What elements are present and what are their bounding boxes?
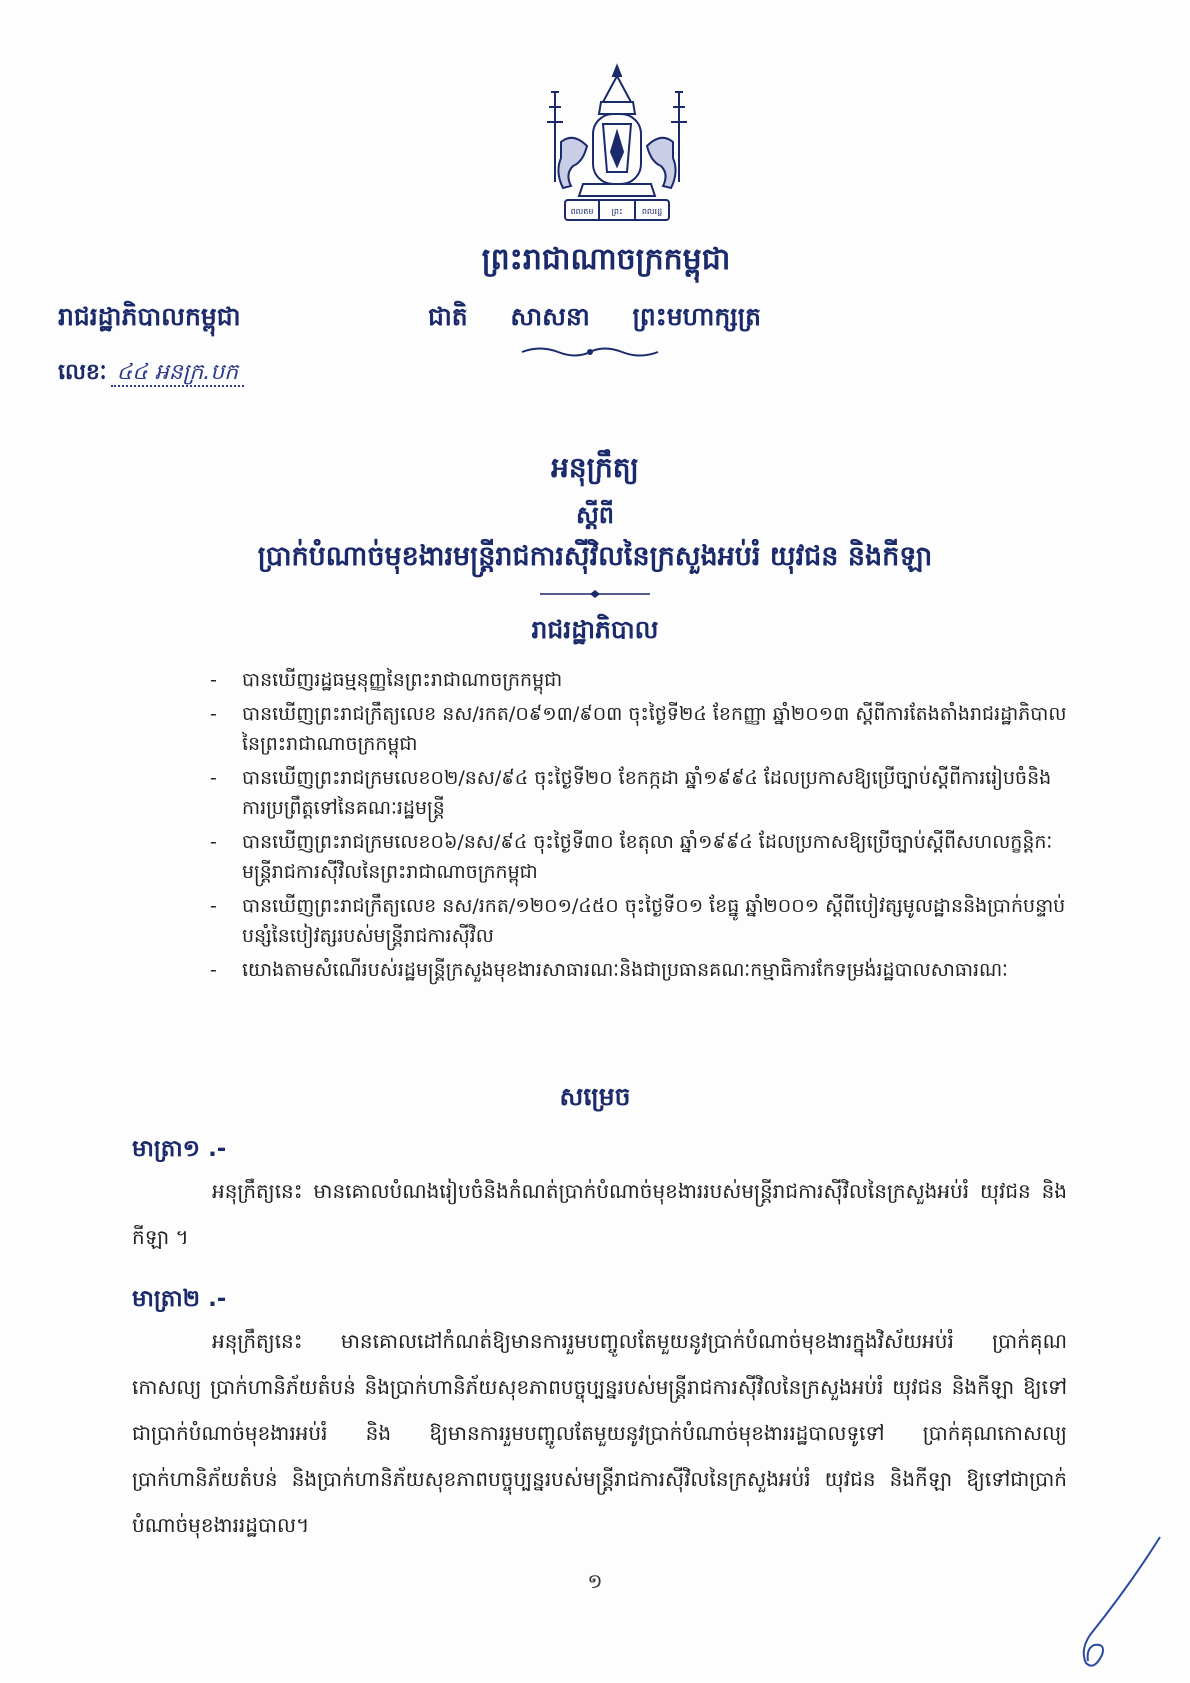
article-2-body: អនុក្រឹត្យនេះ មានគោលដៅកំណត់ឱ្យមានការរួមបញ្ចូលតែមួយនូវប្រាក់បំណាច់មុខងារក្នុងវិស័យអប់រំ ប្រាក់គុណកោសល្យ ប្រាក់ហានិភ័យតំបន់ និងប្រាក់ហានិភ័យសុខភាពបច្ចុប្បន្នរបស់មន្ត្រីរាជការស៊ីវិលនៃក្រសួងអប់រំ យុវជន និងកីឡា ឱ្យទៅជាប្រាក់បំណាច់មុខងារអប់រំ និង ឱ្យមានការរួមបញ្ចូលតែមួយនូវប្រាក់បំណាច់មុខងាររដ្ឋបាលទូទៅ ប្រាក់គុណកោសល្យ ប្រាក់ហានិភ័យតំបន់ និងប្រាក់ហានិភ័យសុខភាពបច្ចុប្បន្នរបស់មន្ត្រីរាជការស៊ីវិលនៃក្រសួងអប់រំ យុវជន និងកីឡា ឱ្យទៅជាប្រាក់បំណាច់មុខងាររដ្ឋបាល។ xyxy=(132,1329,1067,1537)
article-1-body: អនុក្រឹត្យនេះ មានគោលបំណងរៀបចំនិងកំណត់ប្រាក់បំណាច់មុខងាររបស់មន្ត្រីរាជការស៊ីវិលនៃក្រសួងអប់រំ យុវជន និងកីឡា ។ xyxy=(132,1179,1067,1249)
emblem-label-center: ព្រះ xyxy=(611,207,623,216)
national-motto xyxy=(428,302,795,338)
decree-title: អនុក្រឹត្យ xyxy=(551,451,639,484)
initial-signature xyxy=(1050,1535,1170,1675)
consideration-item: - បានឃើញព្រះរាជក្រឹត្យលេខ នស/រកត/០៩១៣/៩០៣ ចុះថ្ងៃទី២៤ ខែកញ្ញា ឆ្នាំ២០១៣ ស្តីពីការតែងតាំងរាជរដ្ឋាភិបាលនៃព្រះរាជាណាចក្រកម្ពុជា xyxy=(210,699,1070,759)
motto-religion: សាសនា xyxy=(510,302,590,331)
decree-subject: ប្រាក់បំណាច់មុខងារមន្ត្រីរាជការស៊ីវិលនៃក្រសួងអប់រំ យុវជន និងកីឡា xyxy=(257,541,933,572)
consideration-item: - បានឃើញរដ្ឋធម្មនុញ្ញនៃព្រះរាជាណាចក្រកម្ពុជា xyxy=(210,665,1070,695)
motto-king: ព្រះមហាក្សត្រ xyxy=(632,302,762,331)
motto-nation: ជាតិ xyxy=(428,302,468,331)
emblem-label-left: ពលតម xyxy=(570,207,594,216)
page-number: ១ xyxy=(587,1569,603,1593)
reference-label: លេខៈ xyxy=(58,360,107,385)
reference-number: ៤៤ អនក្រ.បក xyxy=(111,360,245,387)
article-2-title: មាត្រា២ .- xyxy=(132,1286,227,1312)
royal-coat-of-arms-emblem xyxy=(543,62,691,232)
issuer-heading: រាជរដ្ឋាភិបាល xyxy=(531,615,659,644)
article-1-title: មាត្រា១ .- xyxy=(132,1136,227,1162)
considerations-list xyxy=(210,665,1070,989)
decree-about: ស្តីពី xyxy=(575,501,615,529)
emblem-label-right: ពលរដ្ឋ xyxy=(641,207,663,216)
consideration-item: - បានឃើញព្រះរាជក្រមលេខ០៦/នស/៩៤ ចុះថ្ងៃទី៣០ ខែតុលា ឆ្នាំ១៩៩៤ ដែលប្រកាសឱ្យប្រើច្បាប់ស្តីពីសហលក្ខន្តិកៈមន្ត្រីរាជការស៊ីវិលនៃព្រះរាជាណាចក្រកម្ពុជា xyxy=(210,827,1070,887)
consideration-item: - បានឃើញព្រះរាជក្រឹត្យលេខ នស/រកត/១២០១/៤៥០ ចុះថ្ងៃទី០១ ខែធ្នូ ឆ្នាំ២០០១ ស្តីពីបៀវត្សមូលដ្ឋាននិងប្រាក់បន្ទាប់បន្សំនៃបៀវត្សរបស់មន្ត្រីរាជការស៊ីវិល xyxy=(210,891,1070,951)
consideration-item: - យោងតាមសំណើរបស់រដ្ឋមន្ត្រីក្រសួងមុខងារសាធារណៈនិងជាប្រធានគណៈកម្មាធិការកែទម្រង់រដ្ឋបាលសាធារណៈ xyxy=(210,955,1070,985)
government-name: រាជរដ្ឋាភិបាលកម្ពុជា xyxy=(58,302,241,331)
consideration-item: - បានឃើញព្រះរាជក្រមលេខ០២/នស/៩៤ ចុះថ្ងៃទី២០ ខែកក្កដា ឆ្នាំ១៩៩៤ ដែលប្រកាសឱ្យប្រើច្បាប់ស្តីពីការរៀបចំនិងការប្រព្រឹត្តទៅនៃគណៈរដ្ឋមន្ត្រី xyxy=(210,763,1070,823)
kingdom-title: ព្រះរាជាណាចក្រកម្ពុជា xyxy=(481,242,731,277)
ornament-divider-icon xyxy=(520,345,660,359)
section-divider-icon xyxy=(540,590,650,598)
decision-heading: សម្រេច xyxy=(559,1082,631,1111)
reference-number-line xyxy=(58,358,244,390)
